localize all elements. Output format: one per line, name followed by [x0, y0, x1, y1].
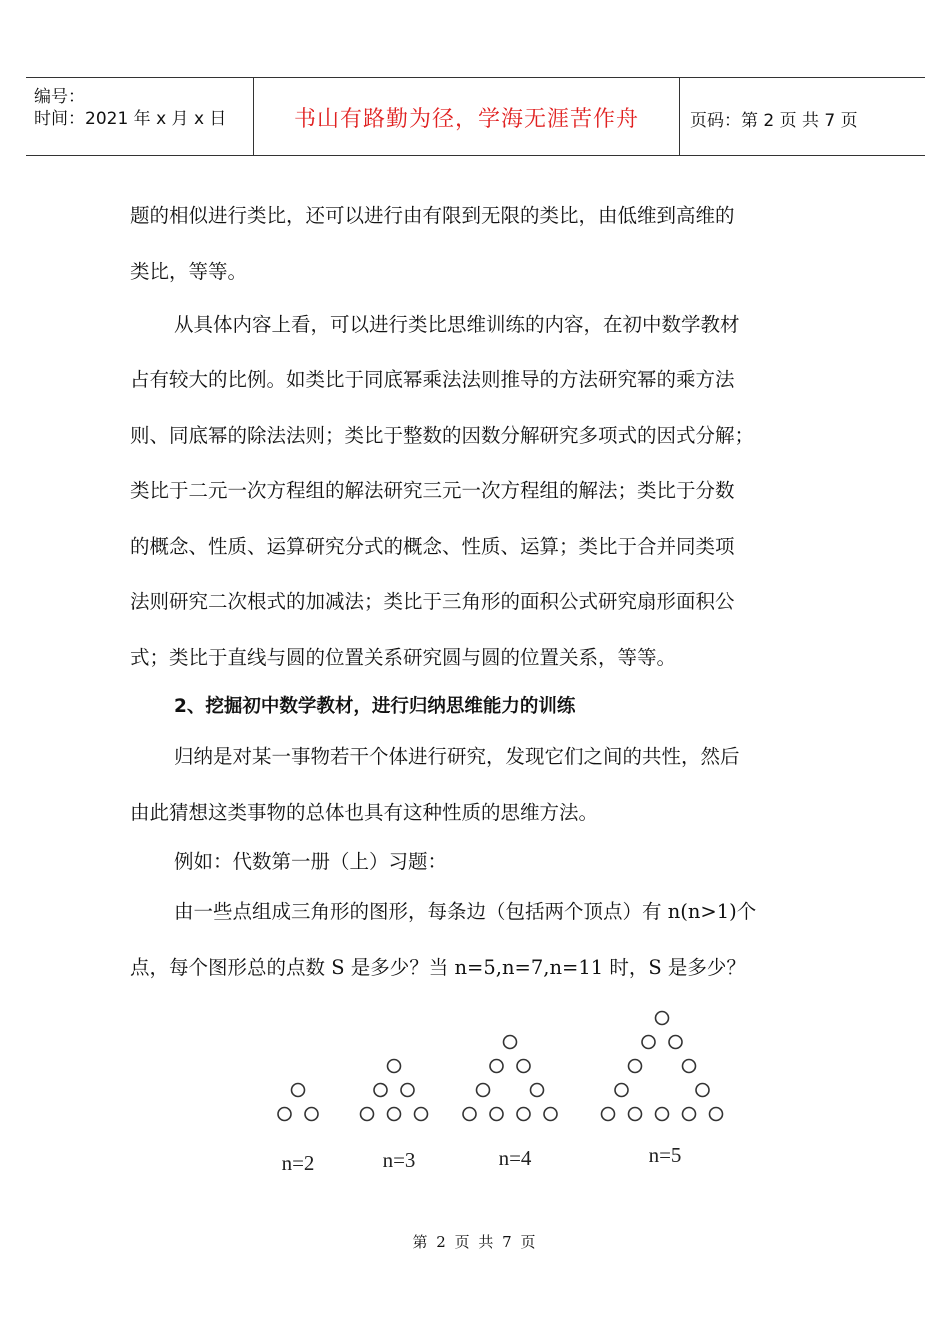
dot-triangle [361, 1060, 428, 1121]
paragraph-line: 的概念、性质、运算研究分式的概念、性质、运算；类比于合并同类项 [130, 535, 735, 558]
paragraph-line: 类比，等等。 [130, 260, 248, 283]
paragraph-line: 从具体内容上看，可以进行类比思维训练的内容，在初中数学教材 [174, 313, 740, 336]
figure-label: n=5 [648, 1143, 682, 1167]
paragraph-line: 式；类比于直线与圆的位置关系研究圆与圆的位置关系，等等。 [130, 646, 677, 669]
dot [531, 1084, 544, 1097]
motto: 书山有路勤为径，学海无涯苦作舟 [293, 107, 639, 132]
dot [292, 1084, 305, 1097]
dot-triangle [602, 1012, 723, 1121]
dot [388, 1060, 401, 1073]
dot [305, 1108, 318, 1121]
dot [401, 1084, 414, 1097]
dot [517, 1108, 530, 1121]
dot [477, 1084, 490, 1097]
date-label: 时间：2021 年 x 月 x 日 [34, 109, 227, 129]
header-motto-cell [254, 78, 680, 155]
paragraph-line: 例如：代数第一册（上）习题： [174, 850, 448, 873]
dot [710, 1108, 723, 1121]
paragraph-line: 类比于二元一次方程组的解法研究三元一次方程组的解法；类比于分数 [130, 479, 735, 502]
dot [490, 1108, 503, 1121]
figure-label: n=3 [382, 1148, 416, 1172]
dot [463, 1108, 476, 1121]
dot [669, 1036, 682, 1049]
page-header [26, 77, 925, 156]
figure-label: n=2 [281, 1151, 315, 1175]
dot [656, 1012, 669, 1025]
paragraph-line: 归纳是对某一事物若干个体进行研究，发现它们之间的共性，然后 [174, 745, 740, 768]
number-label: 编号： [34, 87, 85, 107]
dot [504, 1036, 517, 1049]
dot-triangle [463, 1036, 557, 1121]
section-heading: 2、挖掘初中数学教材，进行归纳思维能力的训练 [174, 696, 576, 717]
header-page-cell [680, 78, 925, 155]
dot [629, 1060, 642, 1073]
page-footer: 第 2 页 共 7 页 [412, 1233, 538, 1251]
dot [656, 1108, 669, 1121]
dot-triangle [278, 1084, 318, 1121]
paragraph-line: 由此猜想这类事物的总体也具有这种性质的思维方法。 [130, 801, 599, 824]
dot [629, 1108, 642, 1121]
paragraph-line: 占有较大的比例。如类比于同底幂乘法法则推导的方法研究幂的乘方法 [130, 368, 735, 391]
dot [683, 1108, 696, 1121]
dot [602, 1108, 615, 1121]
paragraph-line: 则、同底幂的除法法则；类比于整数的因数分解研究多项式的因式分解； [130, 424, 755, 447]
header-info-cell [26, 78, 254, 155]
dot [490, 1060, 503, 1073]
paragraph-line: 点，每个图形总的点数 S 是多少？当 n=5,n=7,n=11 时，S 是多少？ [130, 956, 746, 979]
page-label: 页码：第 2 页 共 7 页 [690, 111, 858, 131]
dot [388, 1108, 401, 1121]
dot [615, 1084, 628, 1097]
dot [683, 1060, 696, 1073]
dot [415, 1108, 428, 1121]
dot [696, 1084, 709, 1097]
dot [278, 1108, 291, 1121]
figure-label: n=4 [498, 1146, 532, 1170]
paragraph-line: 法则研究二次根式的加减法；类比于三角形的面积公式研究扇形面积公 [130, 590, 735, 613]
dot [361, 1108, 374, 1121]
paragraph-line: 由一些点组成三角形的图形，每条边（包括两个顶点）有 n(n>1)个 [174, 900, 757, 923]
paragraph-line: 题的相似进行类比，还可以进行由有限到无限的类比，由低维到高维的 [130, 204, 735, 227]
dot [544, 1108, 557, 1121]
dot [517, 1060, 530, 1073]
dot [642, 1036, 655, 1049]
dot [374, 1084, 387, 1097]
